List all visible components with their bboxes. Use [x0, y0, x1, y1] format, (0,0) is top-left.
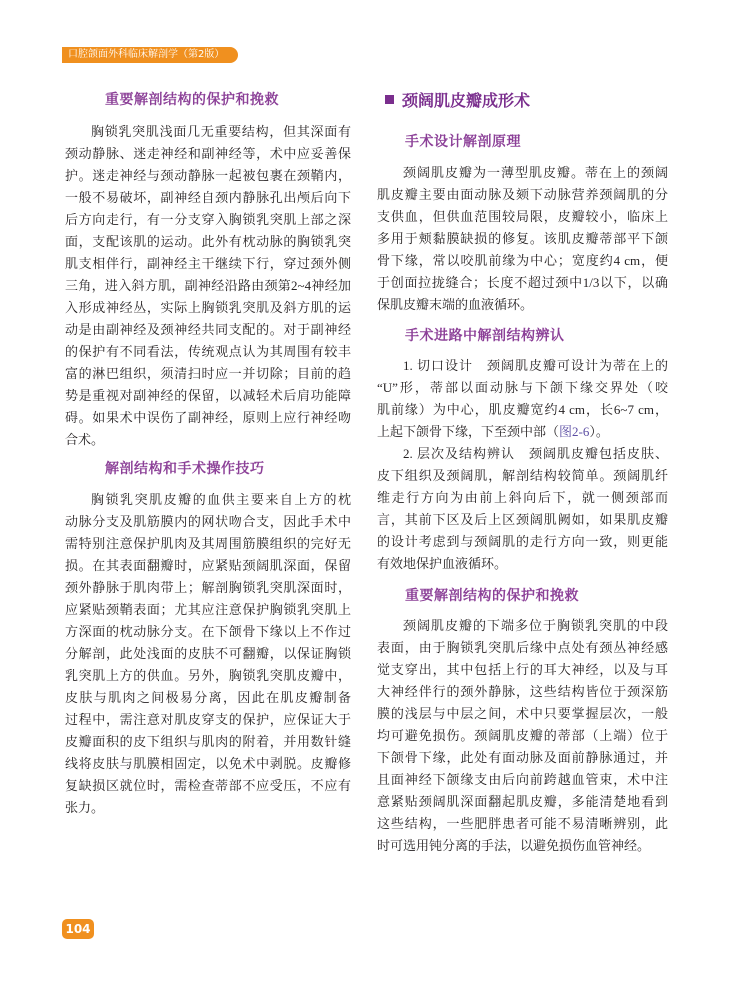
text-line: 肌皮瓣主要由面动脉及颏下动脉营养颈阔肌的分: [377, 187, 668, 202]
section-title-text: 颈阔肌皮瓣成形术: [402, 91, 531, 110]
paragraph: [377, 443, 668, 575]
text-line: 入形成神经丛，实际上胸锁乳突肌及斜方肌的运: [65, 300, 351, 315]
square-bullet-icon: [385, 95, 394, 104]
text-line: 应紧贴颈鞘表面；尤其应注意保护胸锁乳突肌上: [65, 602, 351, 617]
text-line: 下颌骨下缘，此处有面动脉及面前静脉通过，并: [377, 750, 668, 765]
text-line: 颈阔肌皮瓣的下端多位于胸锁乳突肌的中段: [403, 618, 668, 633]
text-line: 后方向走行，有一分支穿入胸锁乳突肌上部之深: [65, 212, 351, 227]
text-line: 肌支相伴行，副神经主干继续下行，穿过颈外侧: [65, 256, 351, 271]
text-line: 损。在其表面翻瓣时，应紧贴颈阔肌深面，保留: [65, 558, 351, 573]
paragraph: [65, 489, 351, 819]
text-line: 2. 层次及结构辨认 颈阔肌皮瓣包括皮肤、: [403, 446, 668, 461]
text-segment: 上起下颌骨下缘，下至颈中部（: [377, 424, 560, 439]
text-line: 颈外静脉于肌肉带上；解剖胸锁乳突肌深面时，: [65, 580, 351, 595]
text-line: 胸锁乳突肌皮瓣的血供主要来自上方的枕: [91, 492, 351, 507]
text-line: 势是重视对副神经的保留，以减轻术后肩功能障: [65, 388, 351, 403]
section-heading: 手术设计解剖原理: [405, 134, 521, 150]
section-heading: 解剖结构和手术操作技巧: [105, 461, 265, 477]
paragraph: [377, 615, 668, 857]
text-line: 颈动静脉、迷走神经和副神经等，术中应妥善保: [65, 146, 351, 161]
text-line: 大神经伴行的颈外静脉，这些结构皆位于颈深筋: [377, 684, 668, 699]
page-number: 104: [62, 919, 94, 939]
text-line: 肌前缘）为中心，肌皮瓣宽约4 cm，长6~7 cm，: [377, 402, 668, 417]
text-line: 面，支配该肌的运动。此外有枕动脉的胸锁乳突: [65, 234, 351, 249]
text-line: 的保护有不同看法，传统观点认为其周围有较丰: [65, 344, 351, 359]
text-line: 意紧贴颈阔肌深面翻起肌皮瓣，多能清楚地看到: [377, 794, 668, 809]
text-line: 皮下组织及颈阔肌，解剖结构较简单。颈阔肌纤: [377, 468, 668, 483]
text-line: 皮肤与肌肉之间极易分离，因此在肌皮瓣制备: [65, 690, 351, 705]
text-line: 的设计考虑到与颈阔肌的走行方向一致，则更能: [377, 534, 668, 549]
text-line: 维走行方向为由前上斜向后下，就一侧颈部而: [377, 490, 668, 505]
text-line: 支供血，但供血范围较局限，皮瓣较小，临床上: [377, 209, 668, 224]
text-line: 分解剖，此处浅面的皮肤不可翻瓣，以保证胸锁: [65, 646, 351, 661]
text-line: 于创面拉拢缝合；长度不超过颈中1/3以下，以确: [377, 275, 668, 290]
section-heading: 重要解剖结构的保护和挽救: [105, 92, 279, 108]
paragraph: [65, 121, 351, 451]
text-line: 动脉分支及肌筋膜内的网状吻合支，因此手术中: [65, 514, 351, 529]
text-line: 乳突肌上方的供血。另外，胸锁乳突肌皮瓣中，: [65, 668, 351, 683]
text-segment: ）。: [589, 424, 609, 439]
text-line: 富的淋巴组织，须清扫时应一并切除；目前的趋: [65, 366, 351, 381]
figure-reference: 图2-6: [559, 424, 590, 439]
text-line: 线将皮肤与肌膜相固定，以免术中剥脱。皮瓣修: [65, 756, 351, 771]
text-line: 一般不易破坏，副神经自颈内静脉孔出颅后向下: [65, 190, 351, 205]
text-line: 保肌皮瓣末端的血液循环。: [377, 297, 534, 312]
text-line: 护。迷走神经与颈动静脉一起被包裹在颈鞘内，: [65, 168, 351, 183]
section-heading: 重要解剖结构的保护和挽救: [405, 588, 579, 604]
paragraph: [377, 355, 668, 443]
text-line: 这些结构，一些肥胖患者可能不易清晰辨别，此: [377, 816, 668, 831]
text-line: 皮瓣面积的皮下组织与肌肉的附着，并用数针缝: [65, 734, 351, 749]
text-line: 时可选用钝分离的手法，以避免损伤血管神经。: [377, 838, 651, 853]
text-line: 言，其前下区及后上区颈阔肌阙如，如果肌皮瓣: [377, 512, 668, 527]
text-line: 需特别注意保护肌肉及其周围筋膜组织的完好无: [65, 536, 351, 551]
text-line: 1. 切口设计 颈阔肌皮瓣可设计为蒂在上的: [403, 358, 668, 373]
text-line: 且面神经下颌缘支由后向前跨越血管束，术中注: [377, 772, 668, 787]
text-line: 复缺损区就位时，需检查蒂部不应受压，不应有: [65, 778, 351, 793]
text-line: 觉支穿出，其中包括上行的耳大神经，以及与耳: [377, 662, 668, 677]
text-line: 颈阔肌皮瓣为一薄型肌皮瓣。蒂在上的颈阔: [403, 165, 668, 180]
book-title: 口腔颌面外科临床解剖学（第2版）: [68, 49, 225, 60]
text-line: “U”形，蒂部以面动脉与下颌下缘交界处（咬: [377, 380, 668, 395]
running-header: [62, 47, 238, 63]
text-line: 动是由副神经及颈神经共同支配的。对于副神经: [65, 322, 351, 337]
text-line: 膜的浅层与中层之间，术中只要掌握层次，一般: [377, 706, 668, 721]
text-line: 三角，进入斜方肌，副神经沿路由颈第2~4神经加: [65, 278, 351, 293]
paragraph: [377, 162, 668, 316]
text-line: 均可避免损伤。颈阔肌皮瓣的蒂部（上端）位于: [377, 728, 668, 743]
text-line: 合术。: [65, 432, 105, 447]
text-line: [377, 421, 668, 443]
text-line: 方深面的枕动脉分支。在下颌骨下缘以上不作过: [65, 624, 351, 639]
text-line: 胸锁乳突肌浅面几无重要结构，但其深面有: [91, 124, 351, 139]
text-line: 碍。如果术中误伤了副神经，原则上应行神经吻: [65, 410, 351, 425]
text-line: 骨下缘，常以咬肌前缘为中心；宽度约4 cm，便: [377, 253, 668, 268]
text-line: 表面，由于胸锁乳突肌后缘中点处有颈丛神经感: [377, 640, 668, 655]
section-title: [385, 90, 530, 112]
text-line: 有效地保护血液循环。: [377, 556, 508, 571]
text-line: 张力。: [65, 800, 105, 815]
text-line: 多用于颊黏膜缺损的修复。该肌皮瓣蒂部平下颌: [377, 231, 668, 246]
section-heading: 手术进路中解剖结构辨认: [405, 328, 565, 344]
text-line: 过程中，需注意对肌皮穿支的保护，应保证大于: [65, 712, 351, 727]
